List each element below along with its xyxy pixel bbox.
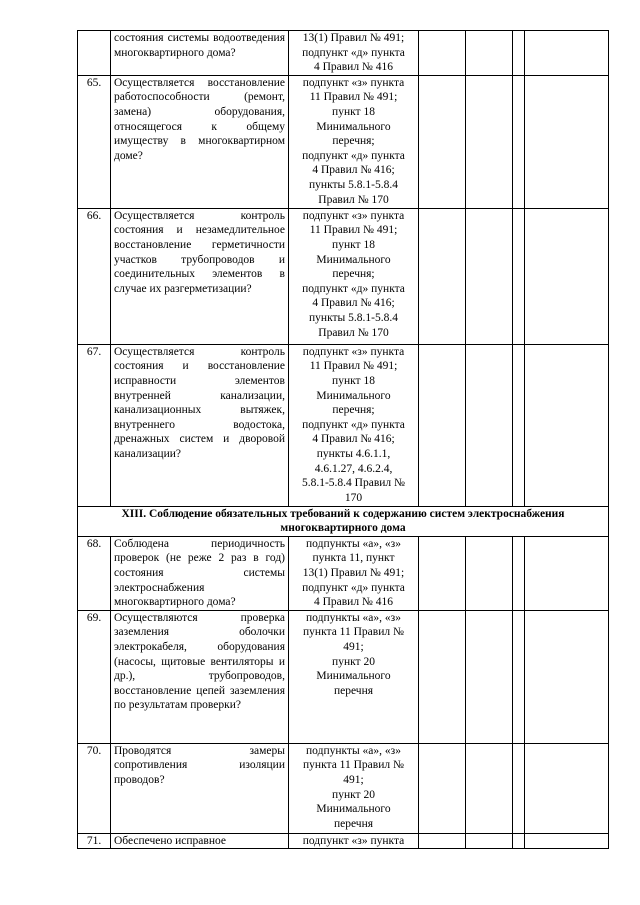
question-text: состояния системы водоотведения многоквартирного дома?	[111, 31, 289, 76]
answer-yes-cell	[419, 536, 466, 610]
table-row-64-continued	[78, 31, 609, 76]
question-text: Соблюдена периодичность проверок (не реже 2 раз в год) состояния системы электроснабжения многоквартирного дома?	[111, 536, 289, 610]
answer-yes-cell	[419, 610, 466, 743]
answer-yes-cell	[419, 75, 466, 208]
question-text: Проводятся замеры сопротивления изоляции проводов?	[111, 743, 289, 833]
answer-yes-cell	[419, 208, 466, 344]
answer-na-cell	[513, 31, 525, 76]
row-number: 68.	[78, 536, 111, 610]
table-row	[78, 344, 609, 506]
row-number: 67.	[78, 344, 111, 506]
answer-no-cell	[466, 833, 513, 849]
note-cell	[525, 610, 609, 743]
row-number	[78, 31, 111, 76]
note-cell	[525, 743, 609, 833]
answer-no-cell	[466, 743, 513, 833]
row-number: 66.	[78, 208, 111, 344]
row-number: 71.	[78, 833, 111, 849]
references-text: подпункт «з» пункта	[289, 833, 419, 849]
table-row	[78, 743, 609, 833]
answer-na-cell	[513, 610, 525, 743]
checklist-table	[77, 30, 609, 849]
note-cell	[525, 344, 609, 506]
note-cell	[525, 31, 609, 76]
references-text: подпункты «а», «з» пункта 11, пункт 13(1) Правил № 491; подпункт «д» пункта 4 Правил № 416	[289, 536, 419, 610]
answer-no-cell	[466, 344, 513, 506]
references-text: подпункт «з» пункта 11 Правил № 491; пункт 18 Минимального перечня; подпункт «д» пункта 4 Правил № 416; пункты 5.8.1-5.8.4 Правил № 170	[289, 75, 419, 208]
section-title: XIII. Соблюдение обязательных требований к содержанию систем электроснабжения многоквартирного дома	[78, 506, 609, 536]
answer-na-cell	[513, 743, 525, 833]
table-row	[78, 208, 609, 344]
answer-no-cell	[466, 31, 513, 76]
table-row	[78, 610, 609, 743]
answer-no-cell	[466, 610, 513, 743]
question-text: Осуществляется контроль состояния и восстановление исправности элементов внутренней канализации, канализационных вытяжек, внутреннего водостока, дренажных систем и дворовой канализации?	[111, 344, 289, 506]
answer-na-cell	[513, 833, 525, 849]
question-text: Осуществляются проверка заземления оболочки электрокабеля, оборудования (насосы, щитовые вентиляторы и др.), трубопроводов, восстановление цепей заземления по результатам проверки?	[111, 610, 289, 743]
answer-yes-cell	[419, 31, 466, 76]
references-text: подпункты «а», «з» пункта 11 Правил № 491; пункт 20 Минимального перечня	[289, 743, 419, 833]
note-cell	[525, 536, 609, 610]
answer-yes-cell	[419, 344, 466, 506]
section-header-row	[78, 506, 609, 536]
references-text: подпункт «з» пункта 11 Правил № 491; пункт 18 Минимального перечня; подпункт «д» пункта 4 Правил № 416; пункты 4.6.1.1, 4.6.1.27, 4.6.2.4, 5.8.1-5.8.4 Правил № 170	[289, 344, 419, 506]
answer-yes-cell	[419, 833, 466, 849]
answer-no-cell	[466, 208, 513, 344]
note-cell	[525, 208, 609, 344]
question-text: Осуществляется восстановление работоспособности (ремонт, замена) оборудования, относящегося к общему имуществу в многоквартирном доме?	[111, 75, 289, 208]
answer-no-cell	[466, 75, 513, 208]
note-cell	[525, 833, 609, 849]
references-text: 13(1) Правил № 491; подпункт «д» пункта 4 Правил № 416	[289, 31, 419, 76]
answer-na-cell	[513, 344, 525, 506]
table-row	[78, 75, 609, 208]
table-row	[78, 536, 609, 610]
answer-yes-cell	[419, 743, 466, 833]
table-row	[78, 833, 609, 849]
references-text: подпункт «з» пункта 11 Правил № 491; пункт 18 Минимального перечня; подпункт «д» пункта 4 Правил № 416; пункты 5.8.1-5.8.4 Правил № 170	[289, 208, 419, 344]
row-number: 70.	[78, 743, 111, 833]
answer-no-cell	[466, 536, 513, 610]
answer-na-cell	[513, 208, 525, 344]
answer-na-cell	[513, 75, 525, 208]
question-text: Обеспечено исправное	[111, 833, 289, 849]
references-text: подпункты «а», «з» пункта 11 Правил № 491; пункт 20 Минимального перечня	[289, 610, 419, 743]
note-cell	[525, 75, 609, 208]
question-text: Осуществляется контроль состояния и незамедлительное восстановление герметичности участков трубопроводов и соединительных элементов в случае их разгерметизации?	[111, 208, 289, 344]
row-number: 65.	[78, 75, 111, 208]
row-number: 69.	[78, 610, 111, 743]
answer-na-cell	[513, 536, 525, 610]
